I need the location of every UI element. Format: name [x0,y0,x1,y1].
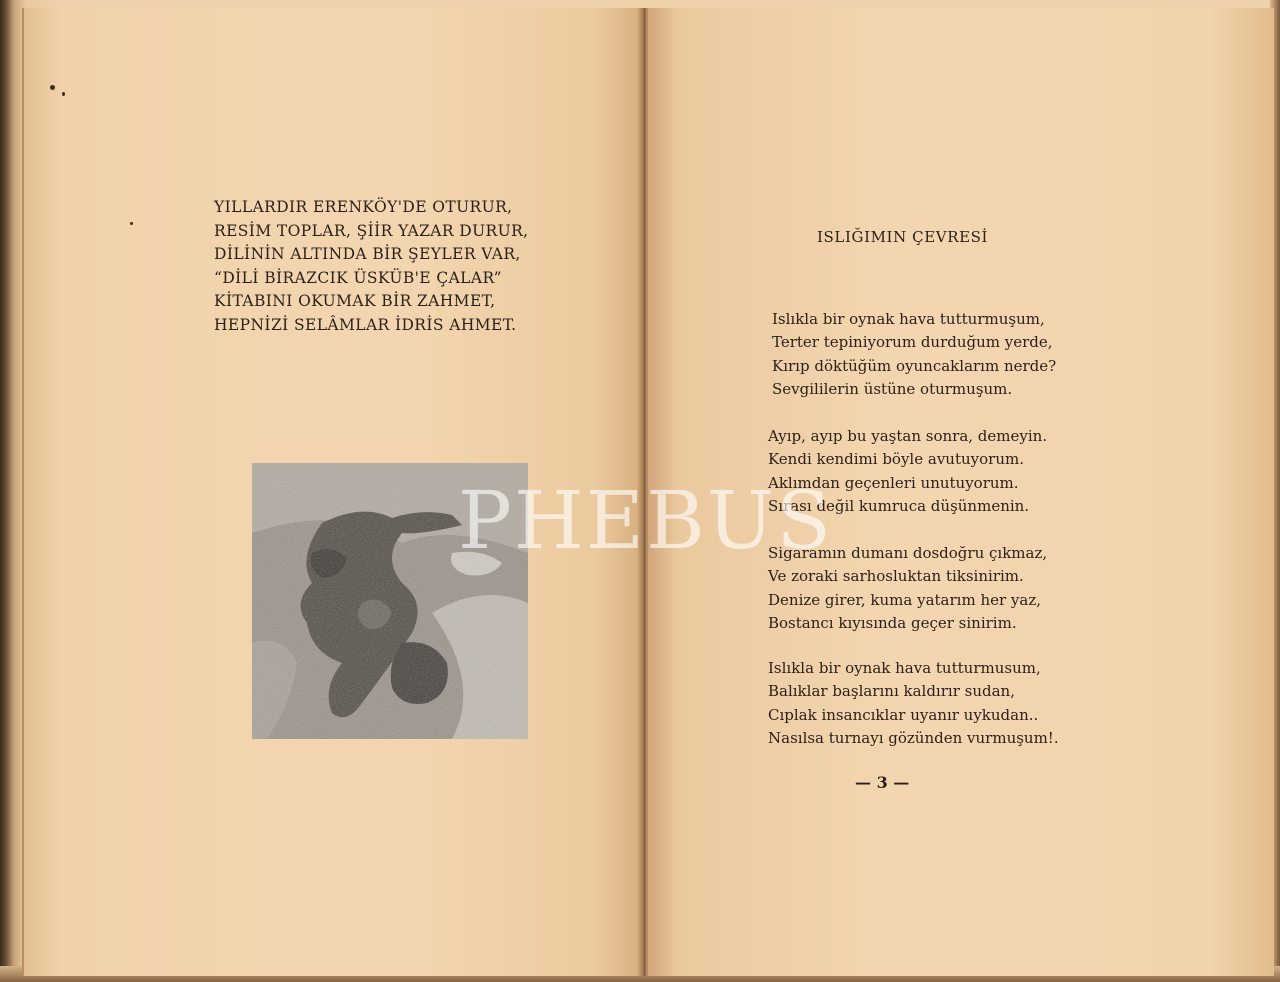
poem-line: Sigaramın dumanı dosdoğru çıkmaz, [768,544,1048,562]
dedication-line: RESİM TOPLAR, ŞİİR YAZAR DURUR, [214,221,529,240]
poem-line: Islıkla bir oynak hava tutturmuşum, [772,310,1045,328]
dedication-verse [214,196,528,337]
dedication-line: DİLİNİN ALTINDA BİR ŞEYLER VAR, [214,245,521,263]
page-number: — 3 — [855,773,910,792]
dedication-line: HEPNİZİ SELÂMLAR İDRİS AHMET. [214,315,517,334]
poem-line: Islıkla bir oynak hava tutturmusum, [768,659,1041,677]
poem-line: Sırası değil kumruca düşünmenin. [768,496,1030,515]
poem-line: Balıklar başlarını kaldırır sudan, [768,682,1015,701]
dedication-line: KİTABINI OKUMAK BİR ZAHMET, [214,292,496,310]
poem-line: Ayıp, ayıp bu yaştan sonra, demeyin. [768,427,1048,445]
poem-line: Kendi kendimi böyle avutuyorum. [768,450,1024,469]
poem-stanza [768,657,1059,750]
poem-line: Sevgililerin üstüne oturmuşum. [772,379,1013,398]
poem-line: Kırıp döktüğüm oyuncaklarım nerde? [772,356,1057,375]
poem-line: Denize girer, kuma yatarım her yaz, [768,590,1042,609]
paper-speck [62,92,65,96]
poem-line: Bostancı kıyısında geçer sinirim. [768,613,1017,632]
paper-speck [130,222,133,225]
dedication-line: “DİLİ BİRAZCIK ÜSKÜB'E ÇALAR” [214,268,503,287]
paper-speck [50,85,55,90]
poem-title: ISLIĞIMIN ÇEVRESİ [817,228,989,246]
poem-line: Cıplak insancıklar uyanır uykudan.. [768,705,1039,724]
poem-line: Nasılsa turnayı gözünden vurmuşum!. [768,728,1059,747]
watermark: PHEBUS [458,474,834,567]
poem-line: Ve zoraki sarhosluktan tiksinirim. [768,567,1024,586]
poem-line: Terter tepiniyorum durduğum yerde, [772,333,1053,352]
poem-line: Aklımdan geçenleri unutuyorum. [768,473,1019,492]
poem-stanza [772,308,1056,401]
dedication-line: YILLARDIR ERENKÖY'DE OTURUR, [214,198,513,216]
